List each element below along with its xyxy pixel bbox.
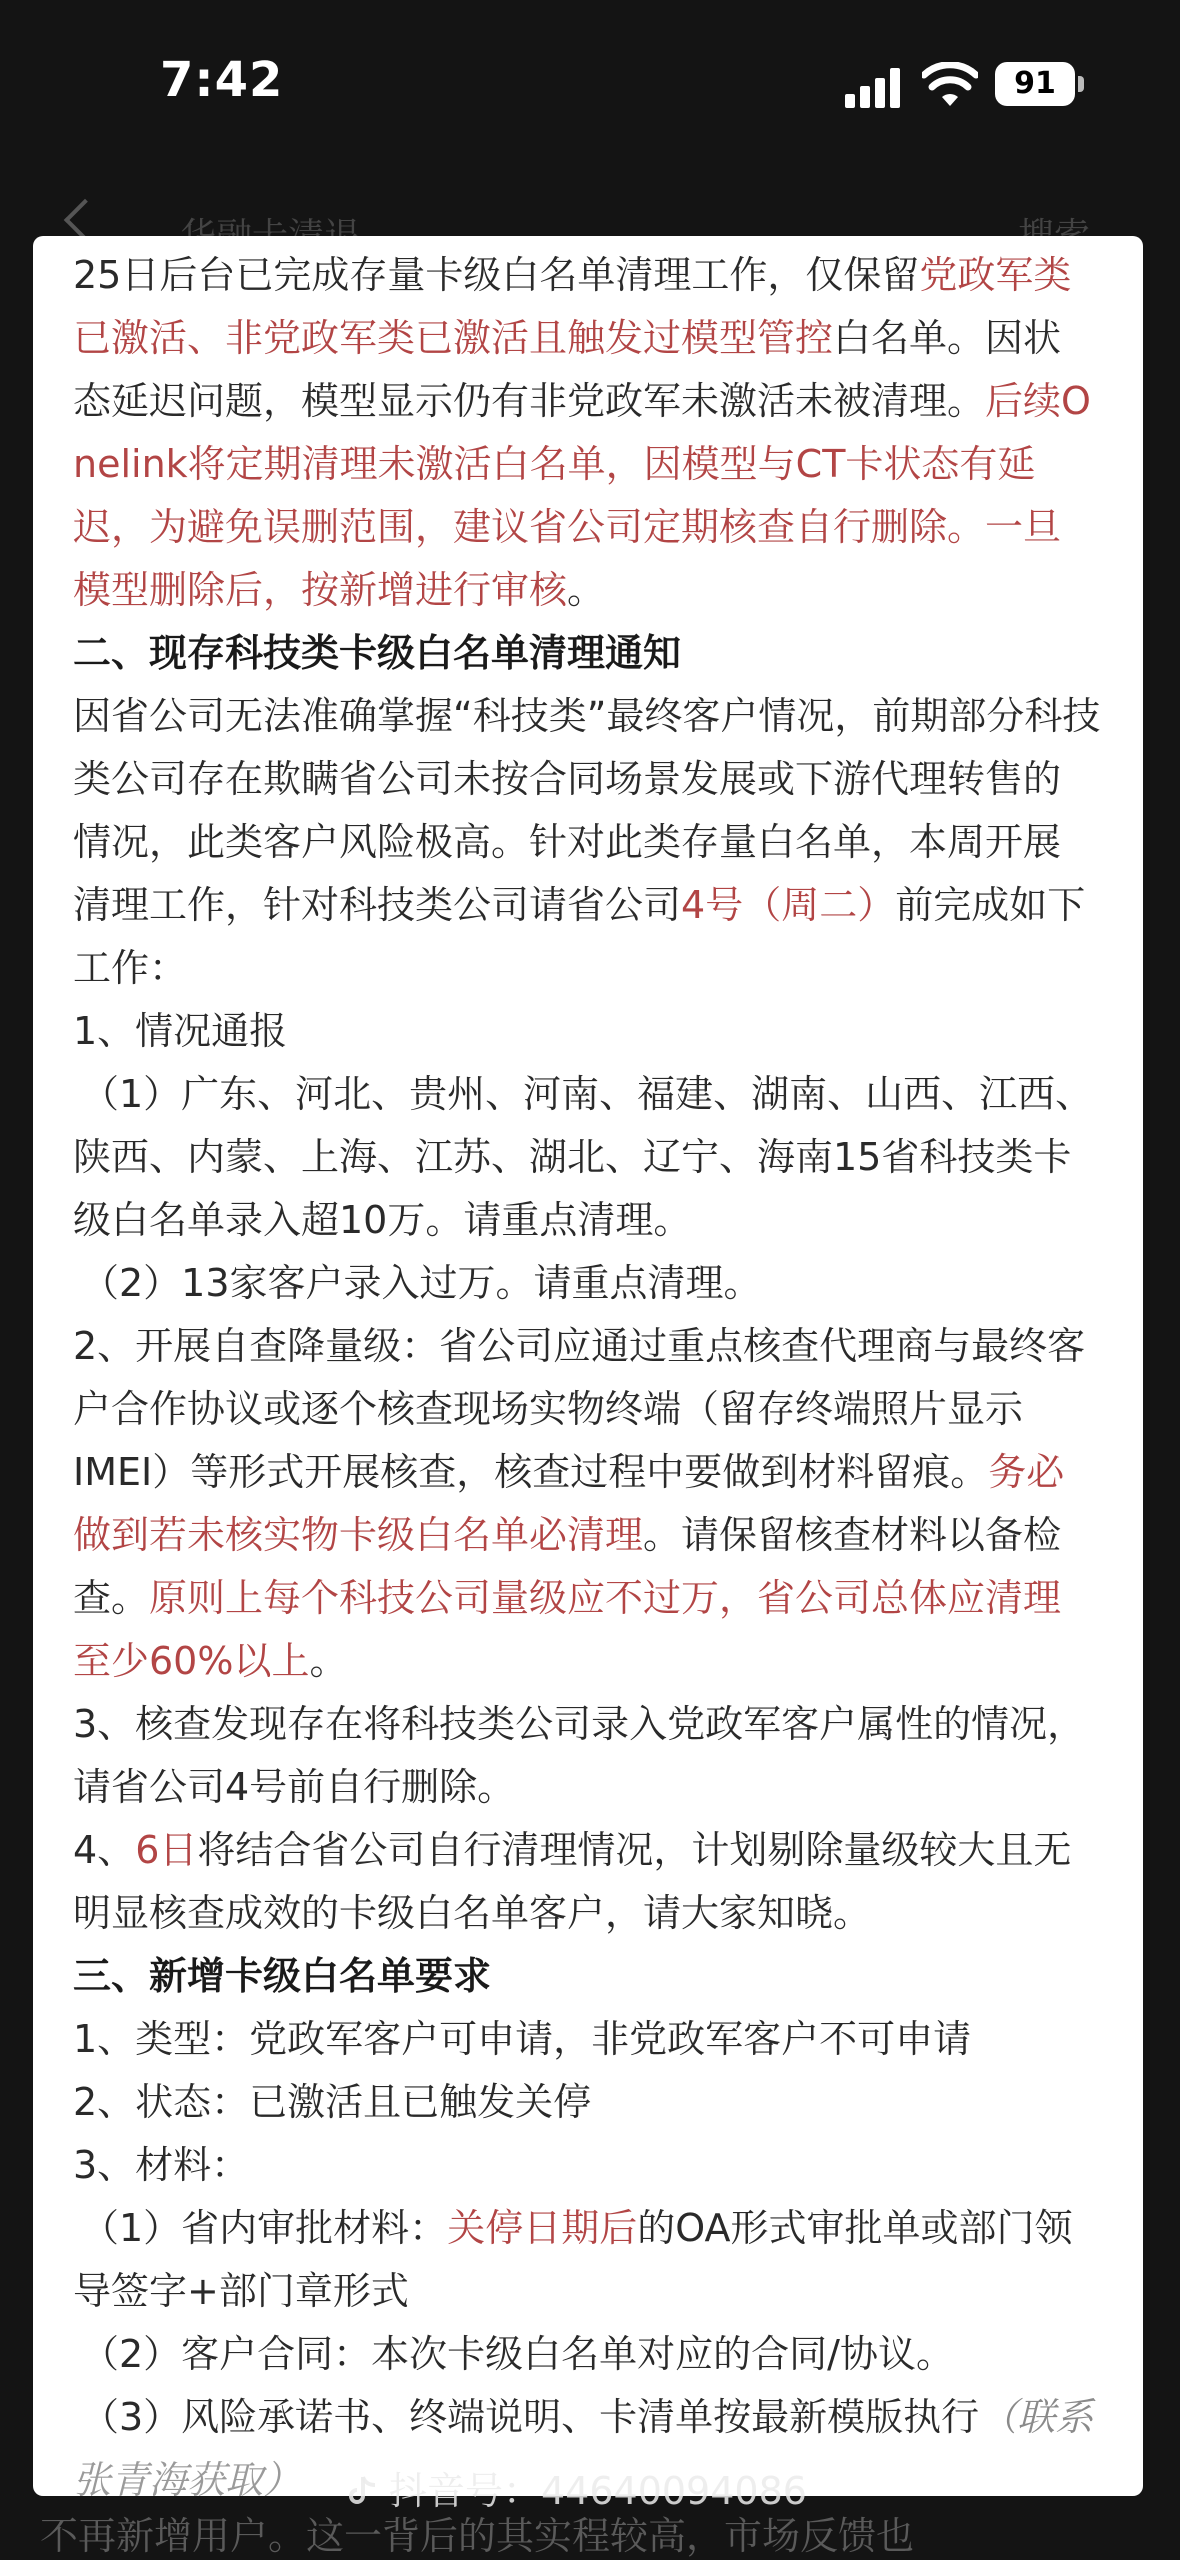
text-segment: 户合作协议或逐个核查现场实物终端（留存终端照片显示: [73, 1387, 1024, 1431]
document-line: [73, 1693, 1107, 1756]
document-line: [73, 1000, 1107, 1063]
battery-tip-icon: [1078, 76, 1084, 92]
text-segment: 工作：: [73, 946, 188, 990]
text-segment: 二、现存科技类卡级白名单清理通知: [73, 631, 682, 675]
text-segment: 情况，此类客户风险极高。针对此类存量白名单，本周开展: [73, 820, 1062, 864]
text-segment: （联系: [979, 2395, 1094, 2439]
document-line: [73, 1756, 1107, 1819]
document-line: [73, 1252, 1107, 1315]
document-line: [73, 2260, 1107, 2323]
text-segment: （2）13家客户录入过万。请重点清理。: [81, 1261, 762, 1305]
document-line: [73, 370, 1107, 433]
text-segment: 因省公司无法准确掌握“科技类”最终客户情况，前期部分科技: [73, 694, 1101, 738]
text-segment: 清理工作，针对科技类公司请省公司: [73, 883, 682, 927]
next-page-text: 不再新增用户。这一背后的其实程较高，市场反馈也: [40, 2514, 915, 2558]
text-segment: 导签字+部门章形式: [73, 2269, 409, 2313]
document-line: [73, 1504, 1107, 1567]
text-segment: 明显核查成效的卡级白名单客户，请大家知晓。: [73, 1891, 872, 1935]
document-line: [73, 874, 1107, 937]
highlighted-text: 原则上每个科技公司量级应不过万，省公司总体应清理: [149, 1576, 1062, 1620]
text-segment: 将结合省公司自行清理情况，计划剔除量级较大且无: [197, 1828, 1072, 1872]
document-line: [73, 559, 1107, 622]
document-line: [73, 1882, 1107, 1945]
document-line: [73, 307, 1107, 370]
document-line: [73, 1126, 1107, 1189]
text-segment: （1）广东、河北、贵州、河南、福建、湖南、山西、江西、: [81, 1072, 1094, 1116]
text-segment: 三、新增卡级白名单要求: [73, 1954, 492, 1998]
text-segment: （2）客户合同：本次卡级白名单对应的合同/协议。: [81, 2332, 954, 2376]
text-segment: 类公司存在欺瞒省公司未按合同场景发展或下游代理转售的: [73, 757, 1062, 801]
document-line: [73, 1315, 1107, 1378]
wifi-icon: [922, 62, 978, 108]
text-segment: （1）省内审批材料：: [81, 2206, 448, 2250]
highlighted-text: 做到若未核实物卡级白名单必清理: [73, 1513, 644, 1557]
status-time: 7:42: [160, 52, 284, 108]
document-line: [73, 244, 1107, 307]
text-segment: 1、类型：党政军客户可申请，非党政军客户不可申请: [73, 2017, 972, 2061]
text-segment: 查。: [73, 1576, 150, 1620]
document-line: [73, 2134, 1107, 2197]
highlighted-text: 模型删除后，按新增进行审核: [73, 568, 568, 612]
document-line: [73, 1189, 1107, 1252]
text-segment: 级白名单录入超10万。请重点清理。: [73, 1198, 692, 1242]
highlighted-text: 迟，为避免误删范围，建议省公司定期核查自行删除。一旦: [73, 505, 1062, 549]
highlighted-text: 务必: [988, 1450, 1065, 1494]
text-segment: 。请保留核查材料以备检: [643, 1513, 1062, 1557]
text-segment: 。: [309, 1639, 348, 1683]
document-line: [73, 2008, 1107, 2071]
text-segment: 陕西、内蒙、上海、江苏、湖北、辽宁、海南15省科技类卡: [73, 1135, 1072, 1179]
text-segment: 态延迟问题，模型显示仍有非党政军未激活未被清理。: [73, 379, 986, 423]
text-segment: 2、状态：已激活且已触发关停: [73, 2080, 592, 2124]
document-line: [73, 2071, 1107, 2134]
highlighted-text: 后续O: [985, 379, 1091, 423]
cellular-signal-icon: [845, 68, 905, 108]
document-line: [73, 811, 1107, 874]
document-line: [73, 1378, 1107, 1441]
text-segment: 的OA形式审批单或部门领: [637, 2206, 1073, 2250]
document-line: [73, 937, 1107, 1000]
highlighted-text: 已激活、非党政军类已激活且触发过模型管控: [73, 316, 834, 360]
section-heading: [73, 622, 1107, 685]
text-segment: 白名单。因状: [833, 316, 1062, 360]
battery-indicator: 91: [995, 62, 1075, 106]
text-segment: 25日后台已完成存量卡级白名单清理工作，仅保留: [73, 253, 920, 297]
text-segment: 张青海获取）: [73, 2458, 302, 2496]
document-line: [73, 2197, 1107, 2260]
douyin-logo-icon: [345, 2474, 379, 2508]
highlighted-text: 党政军类: [919, 253, 1072, 297]
section-heading: [73, 1945, 1107, 2008]
text-segment: 3、核查发现存在将科技类公司录入党政军客户属性的情况，: [73, 1702, 1086, 1746]
watermark-text: 抖音号：44640094086: [389, 2469, 807, 2513]
document-line: [73, 1567, 1107, 1630]
document-image: [33, 236, 1143, 2496]
document-line: [73, 685, 1107, 748]
text-segment: 1、情况通报: [73, 1009, 288, 1053]
text-segment: 。: [567, 568, 606, 612]
document-line: [73, 1819, 1107, 1882]
status-bar: [0, 0, 1180, 170]
back-chevron-icon[interactable]: [64, 199, 106, 241]
document-line: [73, 2323, 1107, 2386]
document-line: [73, 748, 1107, 811]
document-line: [73, 496, 1107, 559]
document-line: [73, 1630, 1107, 1693]
text-segment: 前完成如下: [895, 883, 1086, 927]
highlighted-text: 至少60%以上: [73, 1639, 310, 1683]
highlighted-text: nelink将定期清理未激活白名单，因模型与CT卡状态有延: [73, 442, 1036, 486]
document-body: [33, 236, 1143, 2496]
highlighted-text: 6日: [135, 1828, 198, 1872]
text-segment: （3）风险承诺书、终端说明、卡清单按最新模版执行: [81, 2395, 980, 2439]
text-segment: IMEI）等形式开展核查，核查过程中要做到材料留痕。: [73, 1450, 989, 1494]
text-segment: 2、开展自查降量级：省公司应通过重点核查代理商与最终客: [73, 1324, 1086, 1368]
document-line: [73, 433, 1107, 496]
document-line: [73, 1063, 1107, 1126]
text-segment: 3、材料：: [73, 2143, 250, 2187]
highlighted-text: 4号（周二）: [681, 883, 896, 927]
highlighted-text: 关停日期后: [447, 2206, 638, 2250]
document-line: [73, 1441, 1107, 1504]
document-line: [73, 2386, 1107, 2449]
text-segment: 4、: [73, 1828, 136, 1872]
text-segment: 请省公司4号前自行删除。: [73, 1765, 516, 1809]
